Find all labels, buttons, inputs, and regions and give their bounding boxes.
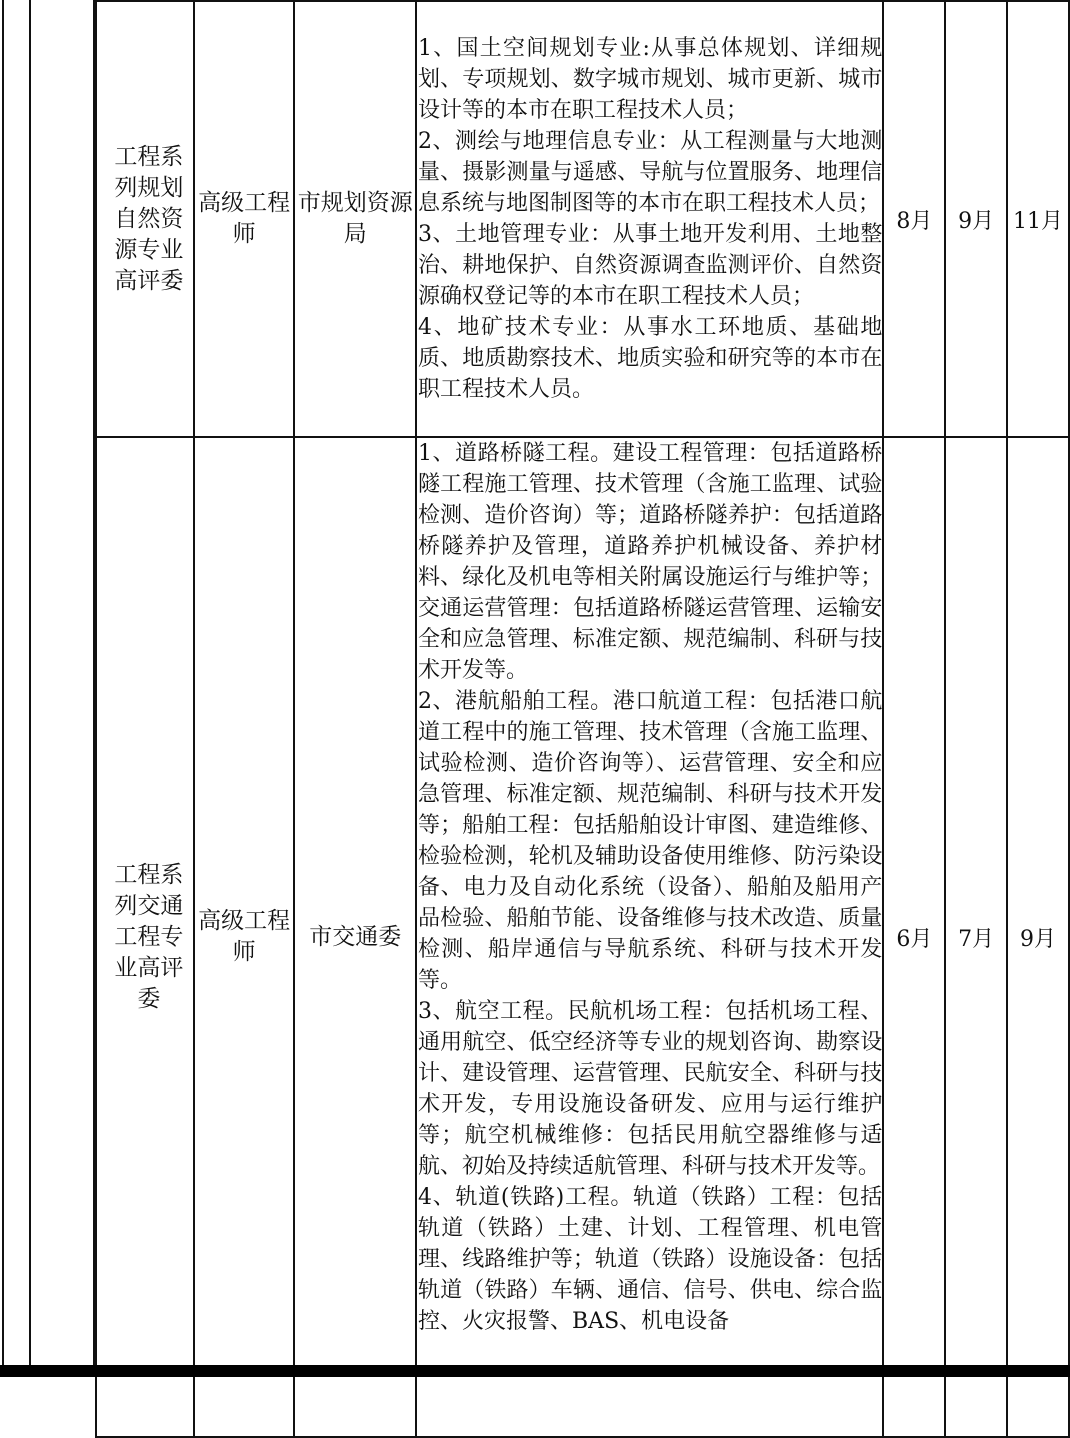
table-row: [96, 1, 1069, 437]
professional-title: 高级工程师: [198, 908, 291, 965]
scope-paragraph: 3、土地管理专业：从事土地开发利用、土地整治、耕地保护、自然资源调查监测评价、自然资源确权登记等的本市在职工程技术人员；: [418, 222, 883, 309]
left-border-line-2: [29, 0, 31, 1366]
month-cell: [883, 1, 945, 437]
title-cell: [194, 1, 295, 437]
month-cell: [883, 437, 945, 1437]
scope-cell: [416, 1, 883, 437]
department-cell: [294, 437, 416, 1437]
month-cell: [1007, 1, 1069, 437]
scope-paragraph: 3、航空工程。民航机场工程：包括机场工程、通用航空、低空经济等专业的规划咨询、勘察设计、建设管理、运营管理、民航安全、科研与技术开发，专用设施设备研发、应用与运行维护等；航空机械维修：包括民用航空器维修与适航、初始及持续适航管理、科研与技术开发等。: [418, 999, 883, 1179]
scope-paragraph: 1、道路桥隧工程。建设工程管理：包括道路桥隧工程施工管理、技术管理（含施工监理、试验检测、造价咨询）等；道路桥隧养护：包括道路桥隧养护及管理，道路养护机械设备、养护材料、绿化及机电等相关附属设施运行与维护等；交通运营管理：包括道路桥隧运营管理、运输安全和应急管理、标准定额、规范编制、科研与技术开发等。: [418, 441, 883, 683]
committee-name: 工程系列规划自然资源专业高评委: [114, 143, 184, 294]
month-value: 7月: [958, 926, 995, 952]
scope-cell: [416, 437, 883, 1437]
evaluation-committee-table: [95, 0, 1070, 1438]
department-name: 市交通委: [309, 923, 402, 950]
table-row: [96, 437, 1069, 1437]
bottom-border-strip: [0, 1365, 1070, 1377]
month-cell: [1007, 437, 1069, 1437]
month-value: 9月: [958, 208, 995, 234]
committee-name-cell: [96, 1, 194, 437]
committee-name-cell: [96, 437, 194, 1437]
professional-title: 高级工程师: [198, 190, 291, 247]
committee-name: 工程系列交通工程专业高评委: [114, 861, 184, 1012]
title-cell: [194, 437, 295, 1437]
month-cell: [945, 1, 1007, 437]
department-name: 市规划资源局: [297, 190, 413, 247]
scope-paragraph: 2、测绘与地理信息专业：从工程测量与大地测量、摄影测量与遥感、导航与位置服务、地理信息系统与地图制图等的本市在职工程技术人员；: [418, 129, 883, 216]
scope-paragraph: 1、国土空间规划专业:从事总体规划、详细规划、专项规划、数字城市规划、城市更新、城市设计等的本市在职工程技术人员；: [418, 36, 883, 123]
month-value: 6月: [896, 926, 933, 952]
scope-paragraph: 2、港航船舶工程。港口航道工程：包括港口航道工程中的施工管理、技术管理（含施工监理、试验检测、造价咨询等）、运营管理、安全和应急管理、标准定额、规范编制、科研与技术开发等；船舶工程：包括船舶设计审图、建造维修、检验检测，轮机及辅助设备使用维修、防污染设备、电力及自动化系统（设备）、船舶及船用产品检验、船舶节能、设备维修与技术改造、质量检测、船岸通信与导航系统、科研与技术开发等。: [418, 689, 883, 993]
month-value: 9月: [1020, 926, 1057, 952]
month-cell: [945, 437, 1007, 1437]
scope-paragraph: 4、地矿技术专业：从事水工环地质、基础地质、地质勘察技术、地质实验和研究等的本市在职工程技术人员。: [418, 315, 883, 402]
month-value: 8月: [896, 208, 933, 234]
month-value: 11月: [1013, 208, 1064, 234]
left-border-line-1: [2, 0, 4, 1366]
department-cell: [294, 1, 416, 437]
scope-paragraph: 4、轨道(铁路)工程。轨道（铁路）工程：包括轨道（铁路）土建、计划、工程管理、机电管理、线路维护等；轨道（铁路）设施设备：包括轨道（铁路）车辆、通信、信号、供电、综合监控、火灾报警、BAS、机电设备: [418, 1185, 883, 1334]
